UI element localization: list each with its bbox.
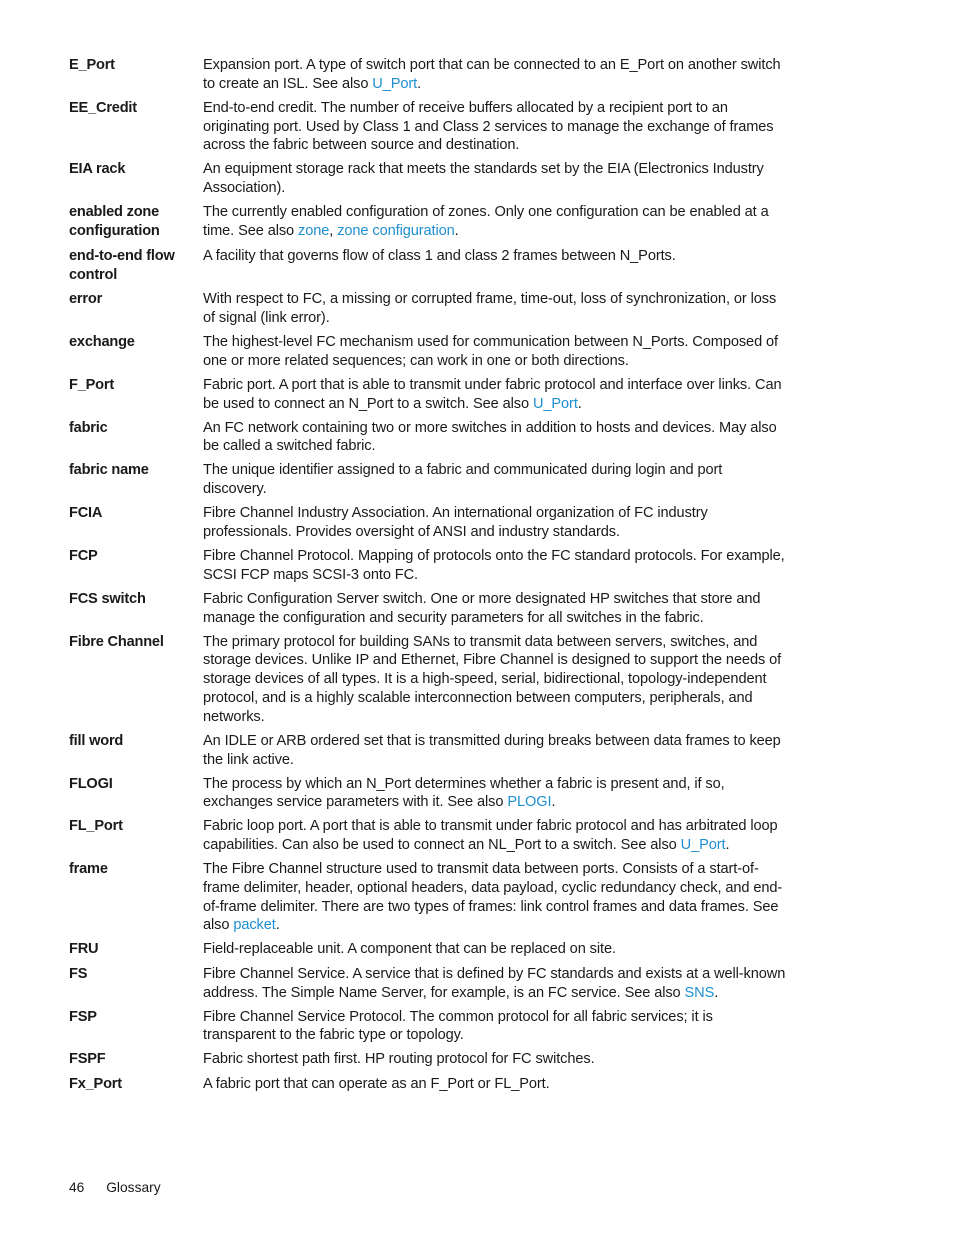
glossary-definition: [203, 732, 789, 770]
glossary-term: error: [69, 291, 103, 308]
definition-text: Expansion port. A type of switch port that can be connected to an E_Port on another switch to create an ISL. See also: [203, 57, 781, 92]
glossary-definition: [203, 633, 789, 727]
glossary-definition: [203, 160, 789, 198]
glossary-entry: [69, 333, 789, 371]
glossary-definition: [203, 333, 789, 371]
page-number: 46: [69, 1180, 85, 1195]
glossary-definition: [203, 461, 789, 499]
glossary-entry: [69, 1050, 789, 1069]
glossary-definition: [203, 247, 789, 285]
cross-reference-link[interactable]: SNS: [684, 984, 715, 1001]
glossary-term: FSPF: [69, 1051, 106, 1068]
definition-text: Fabric shortest path first. HP routing protocol for FC switches.: [203, 1051, 595, 1068]
cross-reference-link[interactable]: U_Port: [532, 395, 578, 412]
glossary-definition: [203, 99, 789, 155]
glossary-entry: [69, 633, 789, 727]
glossary-term: F_Port: [69, 376, 115, 393]
glossary-definition: [203, 775, 789, 813]
cross-reference-link[interactable]: packet: [233, 917, 276, 934]
glossary-definition: [203, 547, 789, 585]
definition-text: The highest-level FC mechanism used for communication between N_Ports. Composed of one or more related sequences; can work in one or both directions.: [203, 334, 779, 369]
definition-text: Fabric Configuration Server switch. One or more designated HP switches that store and manage the configuration and security parameters for all switches in the fabric.: [203, 590, 761, 626]
glossary-term: Fibre Channel: [69, 633, 164, 650]
cross-reference-link[interactable]: PLOGI: [507, 794, 552, 811]
glossary-definition: [203, 376, 789, 414]
glossary-entry: [69, 461, 789, 499]
definition-text: With respect to FC, a missing or corrupted frame, time-out, loss of synchronization, or loss of signal (link error).: [203, 291, 777, 327]
glossary-entry: [69, 590, 789, 628]
glossary-entry: [69, 203, 789, 241]
definition-text: The Fibre Channel structure used to transmit data between ports. Consists of a start-of-frame delimiter, header, optional headers, data payload, cyclic redundancy check, and end-of-frame delimiter. There are two types of frames: link control frames and data frames. See also: [203, 861, 783, 934]
page-footer: [69, 1180, 161, 1195]
glossary-entry: [69, 504, 789, 542]
definition-text: Fibre Channel Service Protocol. The common protocol for all fabric services; it is transparent to the fabric type or topology.: [203, 1008, 713, 1044]
glossary-term: end-to-end flow control: [69, 247, 175, 283]
glossary-term: E_Port: [69, 57, 115, 73]
glossary-entry: [69, 99, 789, 155]
definition-text: A fabric port that can operate as an F_Port or FL_Port.: [203, 1075, 550, 1092]
glossary-definition: [203, 290, 789, 328]
glossary-entry: [69, 860, 789, 935]
glossary-term: FCS switch: [69, 590, 146, 607]
glossary-entry: [69, 1008, 789, 1046]
definition-text: Fabric loop port. A port that is able to transmit under fabric protocol and has arbitrated loop capabilities. Can also be used to connect an NL_Port to a switch. See also: [203, 818, 778, 854]
glossary-term: FLOGI: [69, 775, 113, 792]
definition-text: The currently enabled configuration of zones. Only one configuration can be enabled at a time. See also: [203, 204, 769, 239]
glossary-term: Fx_Port: [69, 1075, 122, 1092]
glossary-term: frame: [69, 861, 108, 878]
glossary-definition: [203, 590, 789, 628]
glossary-definition: [203, 56, 789, 94]
definition-text: End-to-end credit. The number of receive buffers allocated by a recipient port to an originating port. Used by Class 1 and Class 2 services to manage the exchange of frames across the fabric between source and destination.: [203, 99, 774, 154]
glossary-entry: [69, 817, 789, 855]
definition-text: .: [577, 395, 582, 412]
cross-reference-link[interactable]: U_Port: [680, 837, 726, 854]
glossary-definition: [203, 965, 789, 1003]
definition-text: .: [725, 837, 730, 854]
glossary-definition: [203, 817, 789, 855]
definition-text: An equipment storage rack that meets the standards set by the EIA (Electronics Industry Association).: [203, 161, 764, 197]
glossary-definition: [203, 504, 789, 542]
definition-text: .: [551, 794, 556, 811]
definition-text: The unique identifier assigned to a fabric and communicated during login and port discovery.: [203, 462, 723, 498]
glossary-term: fill word: [69, 732, 124, 749]
definition-text: The primary protocol for building SANs to transmit data between servers, switches, and storage devices. Unlike IP and Ethernet, Fibre Channel is designed to support the needs of storage devices of all types. It is a high-speed, serial, bidirectional, topology-independent protocol, and is a highly scalable interconnection between computers, peripherals, and networks.: [203, 633, 782, 725]
glossary-term: exchange: [69, 334, 135, 351]
definition-text: Fabric port. A port that is able to transmit under fabric protocol and interface over links. Can be used to connect an N_Port to a switch. See also: [203, 376, 782, 412]
glossary-term: EIA rack: [69, 161, 126, 178]
glossary-entry: [69, 965, 789, 1003]
glossary-term: FCP: [69, 548, 98, 565]
cross-reference-link[interactable]: U_Port: [372, 75, 418, 92]
glossary-term: fabric: [69, 419, 108, 436]
definition-text: An FC network containing two or more switches in addition to hosts and devices. May also be called a switched fabric.: [203, 419, 777, 455]
glossary-term: FRU: [69, 941, 99, 958]
glossary-term: FSP: [69, 1008, 97, 1025]
definition-text: Fibre Channel Protocol. Mapping of protocols onto the FC standard protocols. For example, SCSI FCP maps SCSI-3 onto FC.: [203, 548, 785, 583]
glossary-definition: [203, 203, 789, 241]
glossary-entry: [69, 290, 789, 328]
glossary-list: [69, 56, 789, 1099]
glossary-definition: [203, 860, 789, 935]
section-name: Glossary: [106, 1180, 161, 1195]
glossary-definition: [203, 940, 789, 959]
cross-reference-link[interactable]: zone: [298, 222, 330, 239]
glossary-entry: [69, 547, 789, 585]
glossary-term: fabric name: [69, 462, 149, 479]
glossary-term: FL_Port: [69, 818, 123, 835]
glossary-entry: [69, 940, 789, 959]
glossary-entry: [69, 1075, 789, 1094]
definition-text: Fibre Channel Industry Association. An international organization of FC industry professionals. Provides oversight of ANSI and industry standards.: [203, 505, 708, 541]
definition-text: .: [417, 75, 422, 92]
definition-text: Field-replaceable unit. A component that can be replaced on site.: [203, 941, 616, 958]
glossary-entry: [69, 160, 789, 198]
glossary-term: EE_Credit: [69, 99, 137, 116]
glossary-entry: [69, 419, 789, 457]
glossary-term: FCIA: [69, 505, 103, 522]
glossary-term: FS: [69, 965, 88, 982]
cross-reference-link[interactable]: zone configuration: [337, 222, 455, 239]
definition-text: The process by which an N_Port determines whether a fabric is present and, if so, exchanges service parameters with it. See also: [203, 775, 725, 811]
glossary-definition: [203, 1008, 789, 1046]
definition-text: ,: [329, 222, 338, 239]
glossary-entry: [69, 775, 789, 813]
glossary-entry: [69, 247, 789, 285]
glossary-definition: [203, 1050, 789, 1069]
glossary-entry: [69, 56, 789, 94]
definition-text: .: [714, 984, 719, 1001]
definition-text: Fibre Channel Service. A service that is defined by FC standards and exists at a well-known address. The Simple Name Server, for example, is an FC service. See also: [203, 965, 786, 1001]
definition-text: .: [454, 222, 459, 239]
glossary-definition: [203, 419, 789, 457]
definition-text: .: [275, 917, 280, 934]
glossary-definition: [203, 1075, 789, 1094]
glossary-entry: [69, 732, 789, 770]
glossary-entry: [69, 376, 789, 414]
definition-text: An IDLE or ARB ordered set that is transmitted during breaks between data frames to keep the link active.: [203, 732, 781, 768]
glossary-term: enabled zone configuration: [69, 204, 160, 240]
definition-text: A facility that governs flow of class 1 and class 2 frames between N_Ports.: [203, 247, 676, 264]
